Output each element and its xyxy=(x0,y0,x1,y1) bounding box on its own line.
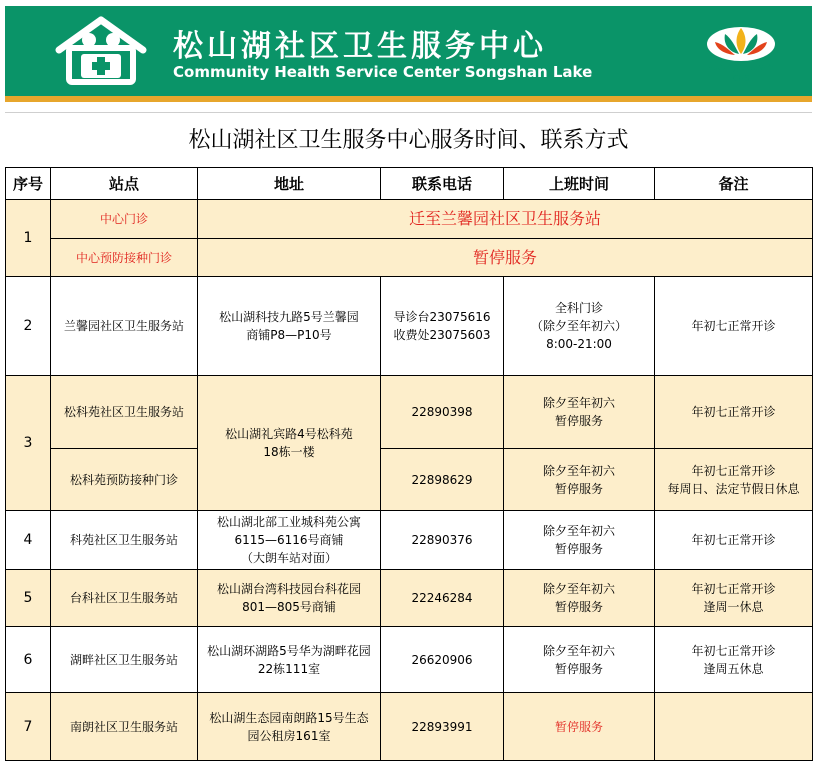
remark-cell xyxy=(655,376,813,449)
address-line: 园公租房161室 xyxy=(247,728,331,743)
row-number: 2 xyxy=(6,277,51,376)
table-row xyxy=(6,693,813,761)
address-line: 松山湖生态园南朗路15号生态 xyxy=(209,710,369,725)
header-station: 站点 xyxy=(51,168,198,200)
address-line: 松山湖台湾科技园台科花园 xyxy=(216,582,361,596)
remark-cell xyxy=(655,627,813,693)
remark-line: 年初七正常开诊 xyxy=(691,533,776,547)
hours-line: 除夕至年初六 xyxy=(542,463,615,478)
remark-cell xyxy=(655,449,813,511)
notice-cell: 迁至兰馨园社区卫生服务站 xyxy=(198,200,813,239)
row-number: 3 xyxy=(6,376,51,511)
table-row xyxy=(6,277,813,376)
address-cell xyxy=(198,570,381,627)
station-cell: 南朗社区卫生服务站 xyxy=(51,693,198,761)
row-number: 4 xyxy=(6,511,51,570)
table-row xyxy=(6,200,813,239)
hours-cell xyxy=(504,277,655,376)
station-cell: 中心预防接种门诊 xyxy=(51,239,198,277)
hours-line: 暂停服务 xyxy=(554,542,603,556)
row-number: 5 xyxy=(6,570,51,627)
hours-line: 除夕至年初六 xyxy=(542,643,615,658)
remark-line: 逢周一休息 xyxy=(703,600,764,614)
hours-line: 除夕至年初六 xyxy=(542,524,615,538)
divider xyxy=(5,112,812,113)
phone-line: 收费处23075603 xyxy=(393,328,491,342)
remark-cell xyxy=(655,277,813,376)
remark-line: 逢周五休息 xyxy=(703,661,764,676)
hours-line: 暂停服务 xyxy=(554,661,603,676)
remark-line: 年初七正常开诊 xyxy=(691,405,776,419)
table-row xyxy=(6,511,813,570)
logo-subtext: CHS xyxy=(732,74,750,83)
header-hours: 上班时间 xyxy=(504,168,655,200)
address-cell xyxy=(198,693,381,761)
hours-line: 8:00-21:00 xyxy=(546,337,612,351)
address-line: 松山湖科技九路5号兰馨园 xyxy=(219,310,359,324)
table-row xyxy=(6,376,813,449)
row-number: 1 xyxy=(6,200,51,277)
remark-line: 年初七正常开诊 xyxy=(691,643,776,658)
remark-cell xyxy=(655,511,813,570)
address-line: 松山湖北部工业城科苑公寓 xyxy=(216,515,361,529)
address-line: 松山湖环湖路5号华为湖畔花园 xyxy=(207,643,371,658)
dongguan-chs-logo xyxy=(705,22,777,88)
hours-cell xyxy=(504,511,655,570)
phone-cell: 26620906 xyxy=(381,627,504,693)
hours-line: 暂停服务 xyxy=(554,481,603,496)
hours-cell xyxy=(504,449,655,511)
remark-line: 年初七正常开诊 xyxy=(691,582,776,596)
header-banner xyxy=(5,6,812,102)
hours-cell: 暂停服务 xyxy=(504,693,655,761)
phone-cell xyxy=(381,277,504,376)
table-header-row xyxy=(6,168,813,200)
station-cell: 科苑社区卫生服务站 xyxy=(51,511,198,570)
hours-line: 暂停服务 xyxy=(554,600,603,614)
phone-cell: 22893991 xyxy=(381,693,504,761)
station-cell: 松科苑社区卫生服务站 xyxy=(51,376,198,449)
station-cell: 湖畔社区卫生服务站 xyxy=(51,627,198,693)
service-schedule-table xyxy=(5,167,813,761)
phone-cell: 22890398 xyxy=(381,376,504,449)
header-address: 地址 xyxy=(198,168,381,200)
hours-cell xyxy=(504,376,655,449)
station-cell: 台科社区卫生服务站 xyxy=(51,570,198,627)
table-row xyxy=(6,570,813,627)
clinic-house-icon xyxy=(55,16,147,86)
phone-cell: 22898629 xyxy=(381,449,504,511)
address-line: （大朗车站对面） xyxy=(240,551,337,565)
phone-line: 导诊台23075616 xyxy=(393,310,491,324)
address-line: 22栋111室 xyxy=(257,661,321,676)
phone-cell: 22246284 xyxy=(381,570,504,627)
hours-line: 除夕至年初六 xyxy=(542,582,615,596)
remark-line: 每周日、法定节假日休息 xyxy=(667,481,800,496)
address-cell xyxy=(198,277,381,376)
hours-cell xyxy=(504,570,655,627)
hours-line: 全科门诊 xyxy=(554,301,603,315)
row-number: 7 xyxy=(6,693,51,761)
address-cell xyxy=(198,511,381,570)
header-remark: 备注 xyxy=(655,168,813,200)
hours-line: 暂停服务 xyxy=(554,414,603,428)
address-line: 18栋一楼 xyxy=(263,445,315,459)
station-cell: 松科苑预防接种门诊 xyxy=(51,449,198,511)
hours-line: （除夕至年初六） xyxy=(530,319,627,333)
address-line: 6115—6116号商铺 xyxy=(234,533,344,547)
table-row xyxy=(6,239,813,277)
table-row xyxy=(6,627,813,693)
phone-cell: 22890376 xyxy=(381,511,504,570)
center-name-chinese: 松山湖社区卫生服务中心 xyxy=(173,29,547,64)
hours-cell xyxy=(504,627,655,693)
row-number: 6 xyxy=(6,627,51,693)
address-line: 801—805号商铺 xyxy=(242,600,336,614)
logo-text: DongGuan xyxy=(708,60,774,73)
address-line: 松山湖礼宾路4号松科苑 xyxy=(225,427,353,441)
remark-cell xyxy=(655,570,813,627)
address-line: 商铺P8—P10号 xyxy=(246,328,332,342)
remark-line: 年初七正常开诊 xyxy=(691,463,776,478)
remark-line: 年初七正常开诊 xyxy=(691,319,776,333)
address-cell xyxy=(198,627,381,693)
lotus-icon xyxy=(705,22,777,62)
remark-cell xyxy=(655,693,813,761)
station-cell: 中心门诊 xyxy=(51,200,198,239)
center-name-english: Community Health Service Center Songshan Lake xyxy=(173,63,593,81)
table-row xyxy=(6,449,813,511)
address-cell xyxy=(198,376,381,511)
station-cell: 兰馨园社区卫生服务站 xyxy=(51,277,198,376)
hours-line: 除夕至年初六 xyxy=(542,396,615,410)
header-no: 序号 xyxy=(6,168,51,200)
page-title: 松山湖社区卫生服务中心服务时间、联系方式 xyxy=(188,128,629,153)
notice-cell: 暂停服务 xyxy=(198,239,813,277)
header-phone: 联系电话 xyxy=(381,168,504,200)
